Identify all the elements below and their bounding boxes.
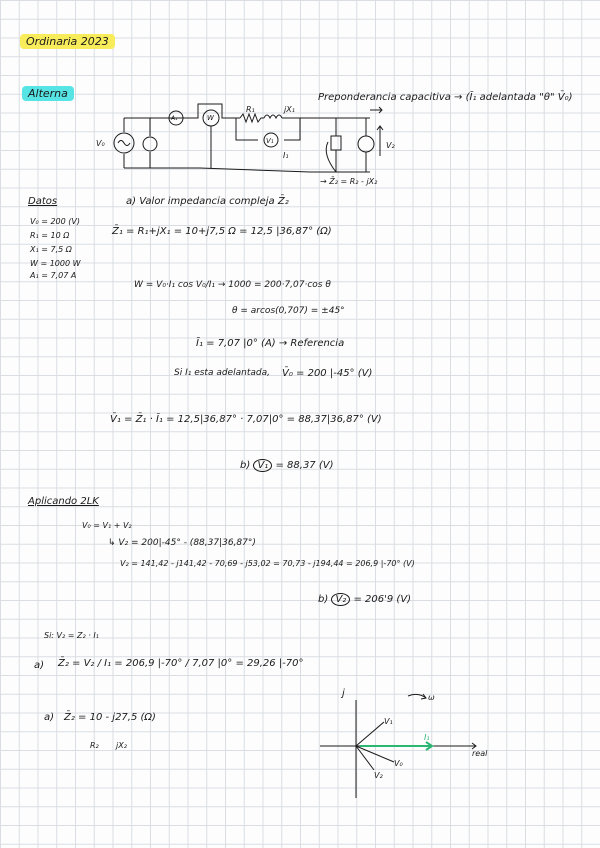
real-axis-label: real bbox=[472, 749, 488, 758]
w-equation: W = V₀·I₁ cos V₀/I₁ → 1000 = 200·7,07·cos θ bbox=[134, 280, 331, 290]
i1-label: I₁ bbox=[283, 151, 289, 160]
z2-equation: Z̄₂ = V₂ / I₁ = 206,9 |-70° / 7,07 |0° = 29,26 |-70° bbox=[58, 658, 304, 669]
v2-phasor-label: V₂ bbox=[374, 771, 383, 780]
klk-eq3: V₂ = 141,42 - j141,42 - 70,69 - j53,02 = 70,73 - j194,44 = 206,9 |-70° (V) bbox=[120, 559, 415, 568]
v1-answer-symbol: V₁ bbox=[253, 459, 272, 472]
x2-annotation: jX₂ bbox=[116, 741, 127, 750]
datos-item: A₁ = 7,07 A bbox=[30, 271, 77, 280]
v2-answer-value: = 206'9 (V) bbox=[353, 594, 412, 605]
datos-item: V₀ = 200 (V) bbox=[30, 217, 80, 226]
b1-label: b) bbox=[240, 460, 251, 471]
si-equation: Si: V₂ = Z₂ · I₁ bbox=[44, 631, 99, 640]
klk-eq2: ↳ V₂ = 200|-45° - (88,37|36,87°) bbox=[108, 538, 256, 548]
i1-reference: Ī₁ = 7,07 |0° (A) → Referencia bbox=[196, 338, 345, 349]
b2-label: b) bbox=[318, 594, 329, 605]
z2-label: → Z̄₂ = R₂ - jX₂ bbox=[320, 177, 378, 186]
section-title: Alterna bbox=[22, 86, 74, 101]
datos-item: W = 1000 W bbox=[30, 259, 81, 268]
v0-phasor-label: V₀ bbox=[394, 759, 403, 768]
v1-phasor-label: V₁ bbox=[384, 717, 393, 726]
datos-item: R₁ = 10 Ω bbox=[30, 231, 70, 240]
v0-equation: V̄₀ = 200 |-45° (V) bbox=[282, 368, 373, 379]
v0-premise: Si I₁ esta adelantada, bbox=[174, 368, 270, 378]
r1-label: R₁ bbox=[246, 105, 255, 114]
z2-result-label: a) bbox=[44, 712, 55, 723]
klk-title: Aplicando 2LK bbox=[28, 496, 99, 507]
jx-label: jX₁ bbox=[284, 105, 295, 114]
v1-meter-label: V₁ bbox=[266, 137, 274, 145]
v2-label: V₂ bbox=[386, 141, 395, 150]
z2-result: Z̄₂ = 10 - j27,5 (Ω) bbox=[64, 712, 156, 723]
i1-phasor-label: I₁ bbox=[424, 733, 430, 742]
part-a-heading: a) Valor impedancia compleja Z̄₂ bbox=[126, 196, 289, 207]
theta-equation: θ = arcos(0,707) = ±45° bbox=[232, 306, 345, 316]
v2-answer-symbol: V₂ bbox=[331, 593, 350, 606]
page-title: Ordinaria 2023 bbox=[20, 34, 115, 49]
v1-answer-value: = 88,37 (V) bbox=[275, 460, 334, 471]
datos-item: X₁ = 7,5 Ω bbox=[30, 245, 72, 254]
r2-annotation: R₂ bbox=[90, 741, 99, 750]
z2-label-a: a) bbox=[34, 660, 45, 671]
circuit-note: Preponderancia capacitiva → (Ī₁ adelantada "θ" V̄₀) bbox=[318, 92, 573, 103]
klk-eq1: V₀ = V₁ + V₂ bbox=[82, 521, 132, 530]
a1-meter-label: A₁ bbox=[171, 115, 178, 122]
source-label: V₀ bbox=[96, 139, 105, 148]
z1-equation: Z̄₁ = R₁+jX₁ = 10+j7,5 Ω = 12,5 |36,87° (Ω) bbox=[112, 226, 332, 237]
v1-equation: V̄₁ = Z̄₁ · Ī₁ = 12,5|36,87° · 7,07|0° = 88,37|36,87° (V) bbox=[110, 414, 382, 425]
datos-title: Datos bbox=[28, 196, 58, 207]
w-meter-label: W bbox=[207, 114, 214, 122]
omega-label: ω bbox=[428, 693, 435, 702]
j-axis-label: j bbox=[342, 688, 345, 699]
